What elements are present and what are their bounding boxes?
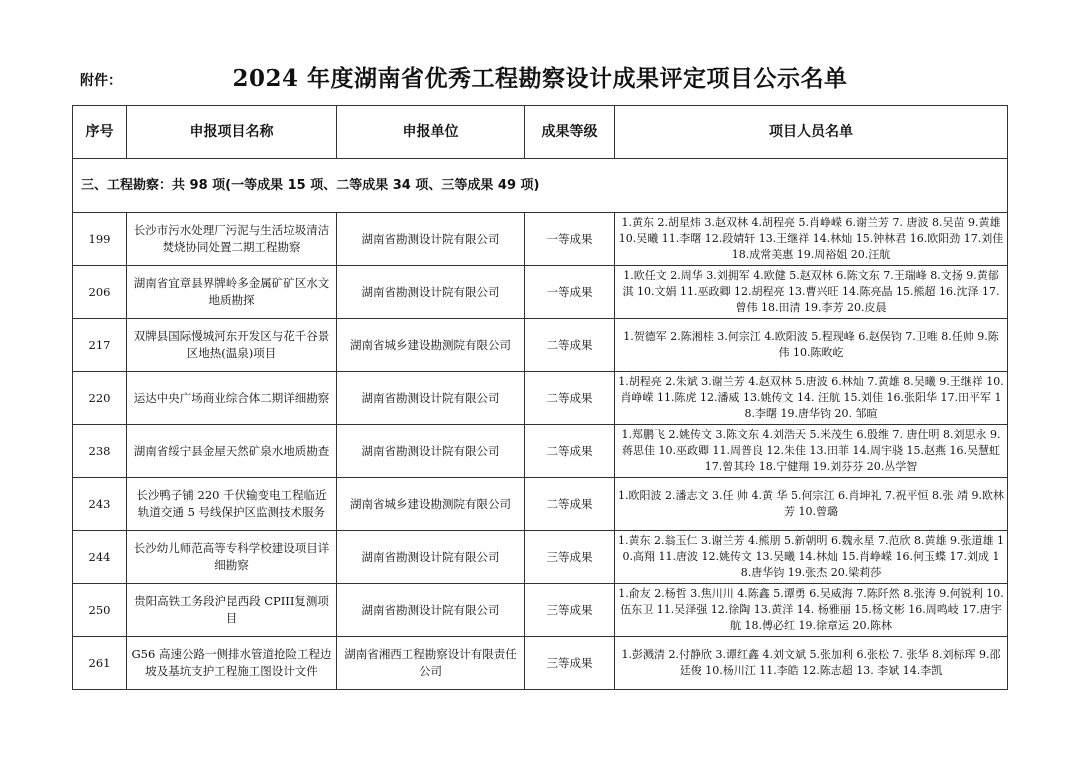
row-project-name: 长沙幼儿师范高等专科学校建设项目详细勘察 [127, 531, 337, 584]
table-row [73, 584, 1008, 637]
row-members: 1.胡程亮 2.朱斌 3.谢兰芳 4.赵双林 5.唐波 6.林灿 7.黄雄 8.吴曦 9.王继祥 10.肖峥嵘 11.陈虎 12.潘威 13.姚传文 14. 汪航 15.刘佳 16.张阳华 17.田平军 18.李曙 19.唐华钧 20. 邹暄 [615, 372, 1008, 425]
row-grade: 三等成果 [525, 584, 615, 637]
attachment-label: 附件： [80, 73, 122, 89]
row-unit: 湖南省勘测设计院有限公司 [337, 531, 525, 584]
column-header-project-name: 申报项目名称 [127, 106, 337, 159]
row-members: 1.郑鹏飞 2.姚传文 3.陈文东 4.刘浩天 5.米茂生 6.殷维 7. 唐仕明 8.刘思永 9.蒋思佳 10.巫政卿 11.周普良 12.朱佳 13.田菲 14.周宇骁 15.赵燕 16.吴慧虹 17.曾其玲 18.宁健翔 19.刘芬芬 20.丛学智 [615, 425, 1008, 478]
row-members: 1.黄东 2.翁玉仁 3.谢兰芳 4.熊朋 5.新朝明 6.魏永星 7.范欣 8.黄雄 9.张道雄 10.高翔 11.唐波 12.姚传文 13.吴曦 14.林灿 15.肖峥嵘 16.何玉蝶 17.刘成 18.唐华钧 19.张杰 20.梁莉莎 [615, 531, 1008, 584]
table-row [73, 637, 1008, 690]
table-row [73, 531, 1008, 584]
row-no: 220 [73, 372, 127, 425]
row-unit: 湖南省勘测设计院有限公司 [337, 213, 525, 266]
row-no: 244 [73, 531, 127, 584]
row-no: 217 [73, 319, 127, 372]
row-grade: 二等成果 [525, 319, 615, 372]
table-header-row [73, 106, 1008, 159]
table-row [73, 319, 1008, 372]
row-project-name: G56 高速公路一侧排水管道抢险工程边坡及基坑支护工程施工图设计文件 [127, 637, 337, 690]
column-header-members: 项目人员名单 [615, 106, 1008, 159]
row-grade: 一等成果 [525, 213, 615, 266]
row-members: 1.欧任文 2.周华 3.刘拥军 4.欧健 5.赵双林 6.陈文东 7.王瑞峰 8.文扬 9.黄郁淇 10.文娟 11.巫政卿 12.胡程亮 13.曹兴旺 14.陈亮晶 15.熊超 16.沈泽 17.曾伟 18.田清 19.李芳 20.皮晨 [615, 266, 1008, 319]
row-members: 1.黄东 2.胡星炜 3.赵双林 4.胡程亮 5.肖峥嵘 6.谢兰芳 7. 唐波 8.吴苗 9.黄雄 10.吴曦 11.李曙 12.段婧轩 13.王继祥 14.林灿 15.钟林君 16.欧阳劲 17.刘佳 18.成常美惠 19.周裕姐 20.汪航 [615, 213, 1008, 266]
table-row [73, 213, 1008, 266]
results-table [72, 105, 1008, 690]
column-header-unit: 申报单位 [337, 106, 525, 159]
row-no: 206 [73, 266, 127, 319]
table-row [73, 478, 1008, 531]
row-grade: 一等成果 [525, 266, 615, 319]
row-project-name: 湖南省宜章县界牌岭多金属矿矿区水文地质勘探 [127, 266, 337, 319]
column-header-grade: 成果等级 [525, 106, 615, 159]
table-row [73, 372, 1008, 425]
row-no: 250 [73, 584, 127, 637]
row-unit: 湖南省勘测设计院有限公司 [337, 425, 525, 478]
row-unit: 湖南省湘西工程勘察设计有限责任公司 [337, 637, 525, 690]
section-row [73, 159, 1008, 213]
row-project-name: 运达中央广场商业综合体二期详细勘察 [127, 372, 337, 425]
row-project-name: 双牌县国际慢城河东开发区与花千谷景区地热(温泉)项目 [127, 319, 337, 372]
row-members: 1.贺德军 2.陈湘桂 3.何宗江 4.欧阳波 5.程现峰 6.赵俣钧 7.卫唯 8.任帅 9.陈伟 10.陈畋屹 [615, 319, 1008, 372]
row-no: 261 [73, 637, 127, 690]
row-grade: 三等成果 [525, 637, 615, 690]
row-grade: 三等成果 [525, 531, 615, 584]
row-members: 1.彭溅清 2.付静欣 3.谭红鑫 4.刘文斌 5.张加利 6.张松 7. 张华 8.刘标珲 9.邵廷俊 10.杨川江 11.李皓 12.陈志超 13. 李斌 14.李凯 [615, 637, 1008, 690]
row-grade: 二等成果 [525, 478, 615, 531]
section-title: 三、工程勘察：共 98 项(一等成果 15 项、二等成果 34 项、三等成果 49 项) [73, 159, 1008, 213]
row-unit: 湖南省勘测设计院有限公司 [337, 584, 525, 637]
page-title: 2024 年度湖南省优秀工程勘察设计成果评定项目公示名单 [232, 65, 848, 92]
column-header-no: 序号 [73, 106, 127, 159]
row-grade: 二等成果 [525, 425, 615, 478]
row-no: 199 [73, 213, 127, 266]
row-unit: 湖南省勘测设计院有限公司 [337, 266, 525, 319]
row-unit: 湖南省城乡建设勘测院有限公司 [337, 319, 525, 372]
row-project-name: 贵阳高铁工务段沪昆西段 CPIII复测项目 [127, 584, 337, 637]
row-grade: 二等成果 [525, 372, 615, 425]
row-members: 1.欧阳波 2.潘志文 3.任 帅 4.黄 华 5.何宗江 6.肖坤礼 7.祝平恒 8.张 靖 9.欧林芳 10.曾璐 [615, 478, 1008, 531]
row-members: 1.俞友 2.杨哲 3.焦川川 4.陈鑫 5.谭勇 6.吴威海 7.陈阡然 8.张涛 9.何锐利 10.伍东卫 11.吴泽强 12.徐陶 13.黄洋 14. 杨雅丽 15.杨文彬 16.周鸣岐 17.唐宇航 18.傅必红 19.徐章运 20.陈林 [615, 584, 1008, 637]
table-row [73, 425, 1008, 478]
row-project-name: 长沙鸭子铺 220 千伏输变电工程临近轨道交通 5 号线保护区监测技术服务 [127, 478, 337, 531]
row-no: 243 [73, 478, 127, 531]
row-unit: 湖南省勘测设计院有限公司 [337, 372, 525, 425]
row-project-name: 湖南省绥宁县金屋天然矿泉水地质勘查 [127, 425, 337, 478]
table-row [73, 266, 1008, 319]
row-project-name: 长沙市污水处理厂污泥与生活垃圾清洁焚烧协同处置二期工程勘察 [127, 213, 337, 266]
row-no: 238 [73, 425, 127, 478]
row-unit: 湖南省城乡建设勘测院有限公司 [337, 478, 525, 531]
